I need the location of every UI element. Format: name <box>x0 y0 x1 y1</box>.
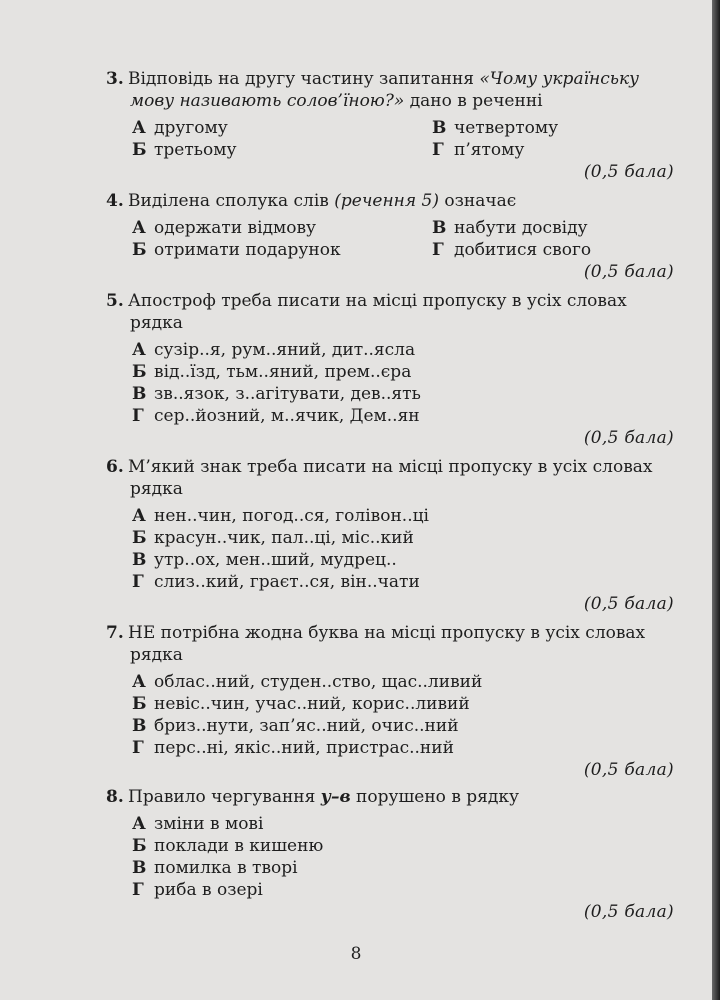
option-letter: Г <box>132 880 144 900</box>
score-label: (0,5 бала) <box>583 262 674 282</box>
question-number: 5. <box>106 291 124 311</box>
option-text: невіс..чин, учас..ний, корис..ливий <box>154 694 470 714</box>
option-a[interactable] <box>132 813 672 835</box>
option-letter: А <box>132 506 146 526</box>
option-text: облас..ний, студен..ство, щас..ливий <box>154 672 483 692</box>
question-8 <box>106 786 676 923</box>
option-text: від..їзд, тьм..яний, прем..єра <box>154 362 412 382</box>
question-4 <box>106 190 676 283</box>
question-number: 8. <box>106 787 124 807</box>
question-stem <box>106 190 676 212</box>
option-b[interactable] <box>132 139 432 161</box>
option-letter: Г <box>432 140 444 160</box>
option-a[interactable] <box>132 117 432 139</box>
stem-text: Відповідь на другу частину запитання <box>128 69 480 89</box>
stem-text: рядка <box>130 645 183 665</box>
option-letter: Б <box>132 240 147 260</box>
option-text: одержати відмову <box>154 218 317 238</box>
option-text: зв..язок, з..агітувати, дев..ять <box>154 384 421 404</box>
option-text: поклади в кишеню <box>154 836 324 856</box>
option-b[interactable] <box>132 361 672 383</box>
option-text: набути досвіду <box>454 218 588 238</box>
option-text: риба в озері <box>154 880 263 900</box>
stem-italic: (речення 5) <box>334 191 439 211</box>
option-letter: В <box>432 218 447 238</box>
option-text: отримати подарунок <box>154 240 341 260</box>
option-a[interactable] <box>132 339 672 361</box>
question-stem <box>106 68 676 112</box>
option-text: четвертому <box>454 118 559 138</box>
stem-text: Виділена сполука слів <box>128 191 335 211</box>
option-letter: Б <box>132 140 147 160</box>
option-b[interactable] <box>132 527 672 549</box>
stem-bold: у–в <box>320 787 351 807</box>
option-letter: Б <box>132 528 147 548</box>
option-b[interactable] <box>132 239 432 261</box>
stem-text: Апостроф треба писати на місці пропуску в усіх словах <box>128 291 627 311</box>
option-h[interactable] <box>432 139 692 161</box>
answer-options <box>132 217 676 261</box>
option-h[interactable] <box>132 879 672 901</box>
score-label: (0,5 бала) <box>583 902 674 922</box>
question-number: 4. <box>106 191 124 211</box>
option-v[interactable] <box>132 383 672 405</box>
question-3 <box>106 68 676 183</box>
option-letter: А <box>132 218 146 238</box>
page-edge-shadow <box>712 0 720 1000</box>
stem-italic: «Чому українську <box>479 69 639 89</box>
question-stem <box>106 786 676 808</box>
option-text: красун..чик, пал..ці, міс..кий <box>154 528 414 548</box>
question-6 <box>106 456 676 615</box>
option-a[interactable] <box>132 671 672 693</box>
option-letter: Б <box>132 694 147 714</box>
option-letter: Г <box>132 572 144 592</box>
option-letter: В <box>432 118 447 138</box>
option-letter: А <box>132 814 146 834</box>
option-h[interactable] <box>132 737 672 759</box>
score-label: (0,5 бала) <box>583 760 674 780</box>
stem-text: НЕ потрібна жодна буква на місці пропуску в усіх словах <box>128 623 646 643</box>
option-text: другому <box>154 118 228 138</box>
option-h[interactable] <box>132 405 672 427</box>
stem-text: порушено в рядку <box>350 787 519 807</box>
option-text: утр..ох, мен..ший, мудрец.. <box>154 550 397 570</box>
answer-options <box>132 671 676 759</box>
option-letter: В <box>132 550 147 570</box>
score-label: (0,5 бала) <box>583 428 674 448</box>
stem-text: дано в реченні <box>404 91 543 111</box>
option-v[interactable] <box>432 117 692 139</box>
page-number: 8 <box>350 944 362 964</box>
option-b[interactable] <box>132 693 672 715</box>
option-h[interactable] <box>432 239 692 261</box>
option-letter: Б <box>132 836 147 856</box>
stem-text: означає <box>438 191 517 211</box>
option-letter: А <box>132 118 146 138</box>
option-letter: А <box>132 340 146 360</box>
option-text: помилка в творі <box>154 858 298 878</box>
option-a[interactable] <box>132 217 432 239</box>
question-number: 6. <box>106 457 124 477</box>
option-text: нен..чин, погод..ся, голівон..ці <box>154 506 429 526</box>
option-a[interactable] <box>132 505 672 527</box>
stem-text: Правило чергування <box>128 787 321 807</box>
option-text: третьому <box>154 140 237 160</box>
stem-italic: мову називають солов’їною?» <box>130 91 405 111</box>
answer-options <box>132 813 676 901</box>
option-letter: Б <box>132 362 147 382</box>
question-stem <box>106 456 676 500</box>
question-stem <box>106 622 676 666</box>
score-label: (0,5 бала) <box>583 162 674 182</box>
question-number: 7. <box>106 623 124 643</box>
question-7 <box>106 622 676 781</box>
option-h[interactable] <box>132 571 672 593</box>
option-letter: В <box>132 858 147 878</box>
question-number: 3. <box>106 69 124 89</box>
option-text: сер..йозний, м..ячик, Дем..ян <box>154 406 420 426</box>
option-v[interactable] <box>132 549 672 571</box>
option-text: бриз..нути, зап’яс..ний, очис..ний <box>154 716 459 736</box>
answer-options <box>132 505 676 593</box>
option-text: добитися свого <box>454 240 592 260</box>
stem-text: рядка <box>130 479 183 499</box>
option-b[interactable] <box>132 835 672 857</box>
option-letter: В <box>132 384 147 404</box>
option-v[interactable] <box>132 857 672 879</box>
option-text: перс..ні, якіс..ний, пристрас..ний <box>154 738 454 758</box>
answer-options <box>132 117 676 161</box>
option-v[interactable] <box>432 217 692 239</box>
option-letter: Г <box>432 240 444 260</box>
option-letter: Г <box>132 738 144 758</box>
score-label: (0,5 бала) <box>583 594 674 614</box>
stem-text: рядка <box>130 313 183 333</box>
option-text: сузір..я, рум..яний, дит..ясла <box>154 340 416 360</box>
option-letter: А <box>132 672 146 692</box>
question-stem <box>106 290 676 334</box>
option-text: п’ятому <box>454 140 525 160</box>
option-letter: Г <box>132 406 144 426</box>
option-text: зміни в мові <box>154 814 264 834</box>
stem-text: М’який знак треба писати на місці пропуску в усіх словах <box>128 457 653 477</box>
option-letter: В <box>132 716 147 736</box>
question-5 <box>106 290 676 449</box>
option-text: слиз..кий, граєт..ся, він..чати <box>154 572 420 592</box>
option-v[interactable] <box>132 715 672 737</box>
answer-options <box>132 339 676 427</box>
